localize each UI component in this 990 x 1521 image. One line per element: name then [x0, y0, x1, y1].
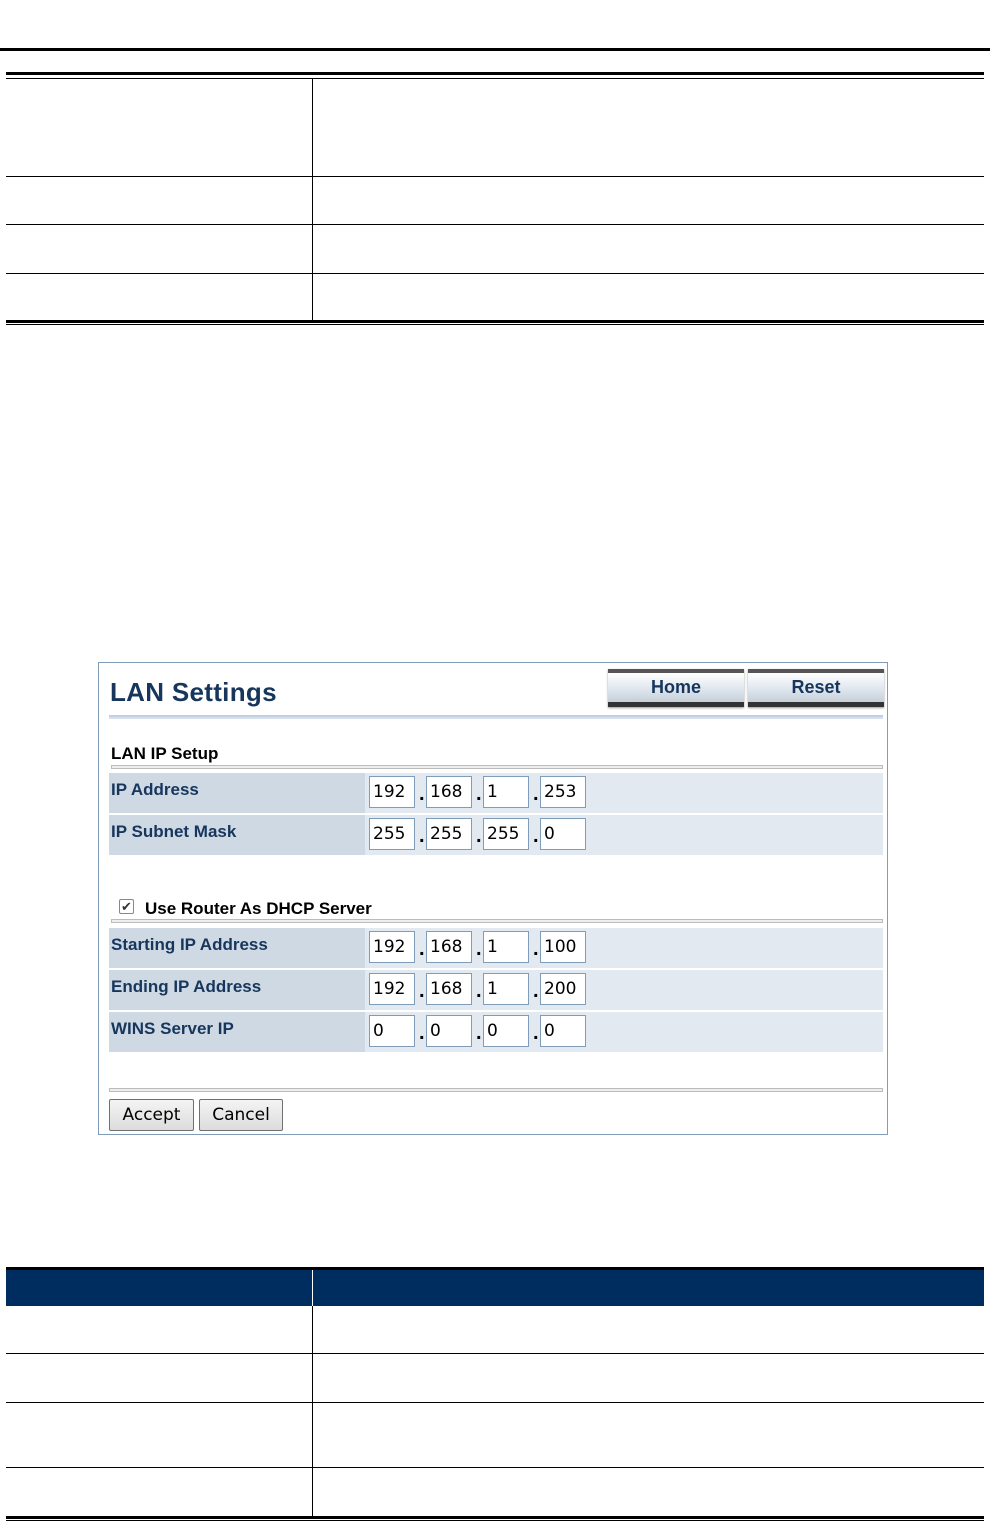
subnet-mask-octet-4[interactable] — [540, 818, 586, 850]
wins-server-octet-3[interactable] — [483, 1015, 529, 1047]
subnet-mask-octet-3[interactable] — [483, 818, 529, 850]
table-cell — [312, 1306, 984, 1354]
starting-ip-label: Starting IP Address — [111, 935, 268, 954]
table-cell — [6, 79, 312, 177]
table-cell — [6, 225, 312, 274]
table-cell — [312, 1403, 984, 1468]
octet-separator: . — [533, 980, 539, 1002]
octet-separator: . — [476, 783, 482, 805]
check-icon: ✔ — [121, 899, 132, 914]
wins-server-label: WINS Server IP — [111, 1019, 234, 1038]
octet-separator: . — [419, 938, 425, 960]
wins-server-octet-4[interactable] — [540, 1015, 586, 1047]
octet-separator: . — [419, 1022, 425, 1044]
table-cell — [6, 1306, 312, 1354]
ip-address-row — [109, 773, 883, 813]
page-header-rule — [0, 48, 990, 51]
starting-ip-octet-4[interactable] — [540, 931, 586, 963]
octet-separator: . — [476, 980, 482, 1002]
footer-divider — [109, 1088, 883, 1092]
starting-ip-octet-3[interactable] — [483, 931, 529, 963]
octet-separator: . — [533, 1022, 539, 1044]
table-cell — [6, 1354, 312, 1403]
table-cell — [6, 274, 312, 322]
table-top-bottom-border — [6, 320, 984, 325]
section-divider — [111, 919, 883, 923]
wins-server-octet-1[interactable] — [369, 1015, 415, 1047]
octet-separator: . — [533, 825, 539, 847]
home-button[interactable]: Home — [608, 669, 744, 707]
subnet-mask-octet-2[interactable] — [426, 818, 472, 850]
table-header-cell — [312, 1269, 984, 1306]
ip-address-octet-4[interactable] — [540, 776, 586, 808]
subnet-mask-row — [109, 815, 883, 855]
page-title: LAN Settings — [110, 677, 277, 707]
octet-separator: . — [476, 1022, 482, 1044]
table-cell — [6, 1468, 312, 1517]
table-bottom-border — [6, 1516, 984, 1521]
ip-address-octet-1[interactable] — [369, 776, 415, 808]
bottom-table — [6, 1267, 984, 1517]
ending-ip-label: Ending IP Address — [111, 977, 262, 996]
octet-separator: . — [476, 938, 482, 960]
dhcp-server-label: Use Router As DHCP Server — [145, 899, 372, 918]
table-cell — [312, 1468, 984, 1517]
wins-server-row — [109, 1012, 883, 1052]
octet-separator: . — [476, 825, 482, 847]
octet-separator: . — [533, 938, 539, 960]
ip-address-label: IP Address — [111, 780, 199, 799]
wins-server-octet-2[interactable] — [426, 1015, 472, 1047]
octet-separator: . — [419, 783, 425, 805]
table-cell — [312, 79, 984, 177]
subnet-mask-octet-1[interactable] — [369, 818, 415, 850]
table-cell — [6, 1403, 312, 1468]
octet-separator: . — [419, 825, 425, 847]
table-cell — [312, 225, 984, 274]
ip-address-octet-3[interactable] — [483, 776, 529, 808]
lan-ip-setup-heading: LAN IP Setup — [111, 744, 219, 763]
ending-ip-octet-1[interactable] — [369, 973, 415, 1005]
title-divider — [109, 715, 883, 719]
section-divider — [111, 765, 883, 769]
accept-button[interactable]: Accept — [109, 1099, 194, 1131]
table-cell — [312, 177, 984, 225]
subnet-mask-label: IP Subnet Mask — [111, 822, 237, 841]
lan-settings-panel — [98, 662, 888, 1135]
octet-separator: . — [533, 783, 539, 805]
starting-ip-octet-1[interactable] — [369, 931, 415, 963]
reset-button[interactable]: Reset — [748, 669, 884, 707]
table-cell — [312, 1354, 984, 1403]
table-header-cell — [6, 1269, 312, 1306]
ending-ip-octet-4[interactable] — [540, 973, 586, 1005]
ending-ip-octet-3[interactable] — [483, 973, 529, 1005]
ending-ip-row — [109, 970, 883, 1010]
top-table — [6, 72, 984, 322]
table-cell — [6, 177, 312, 225]
ending-ip-octet-2[interactable] — [426, 973, 472, 1005]
cancel-button[interactable]: Cancel — [199, 1099, 283, 1131]
ip-address-octet-2[interactable] — [426, 776, 472, 808]
starting-ip-octet-2[interactable] — [426, 931, 472, 963]
dhcp-server-checkbox[interactable] — [119, 899, 134, 914]
starting-ip-row — [109, 928, 883, 968]
octet-separator: . — [419, 980, 425, 1002]
table-cell — [312, 274, 984, 322]
